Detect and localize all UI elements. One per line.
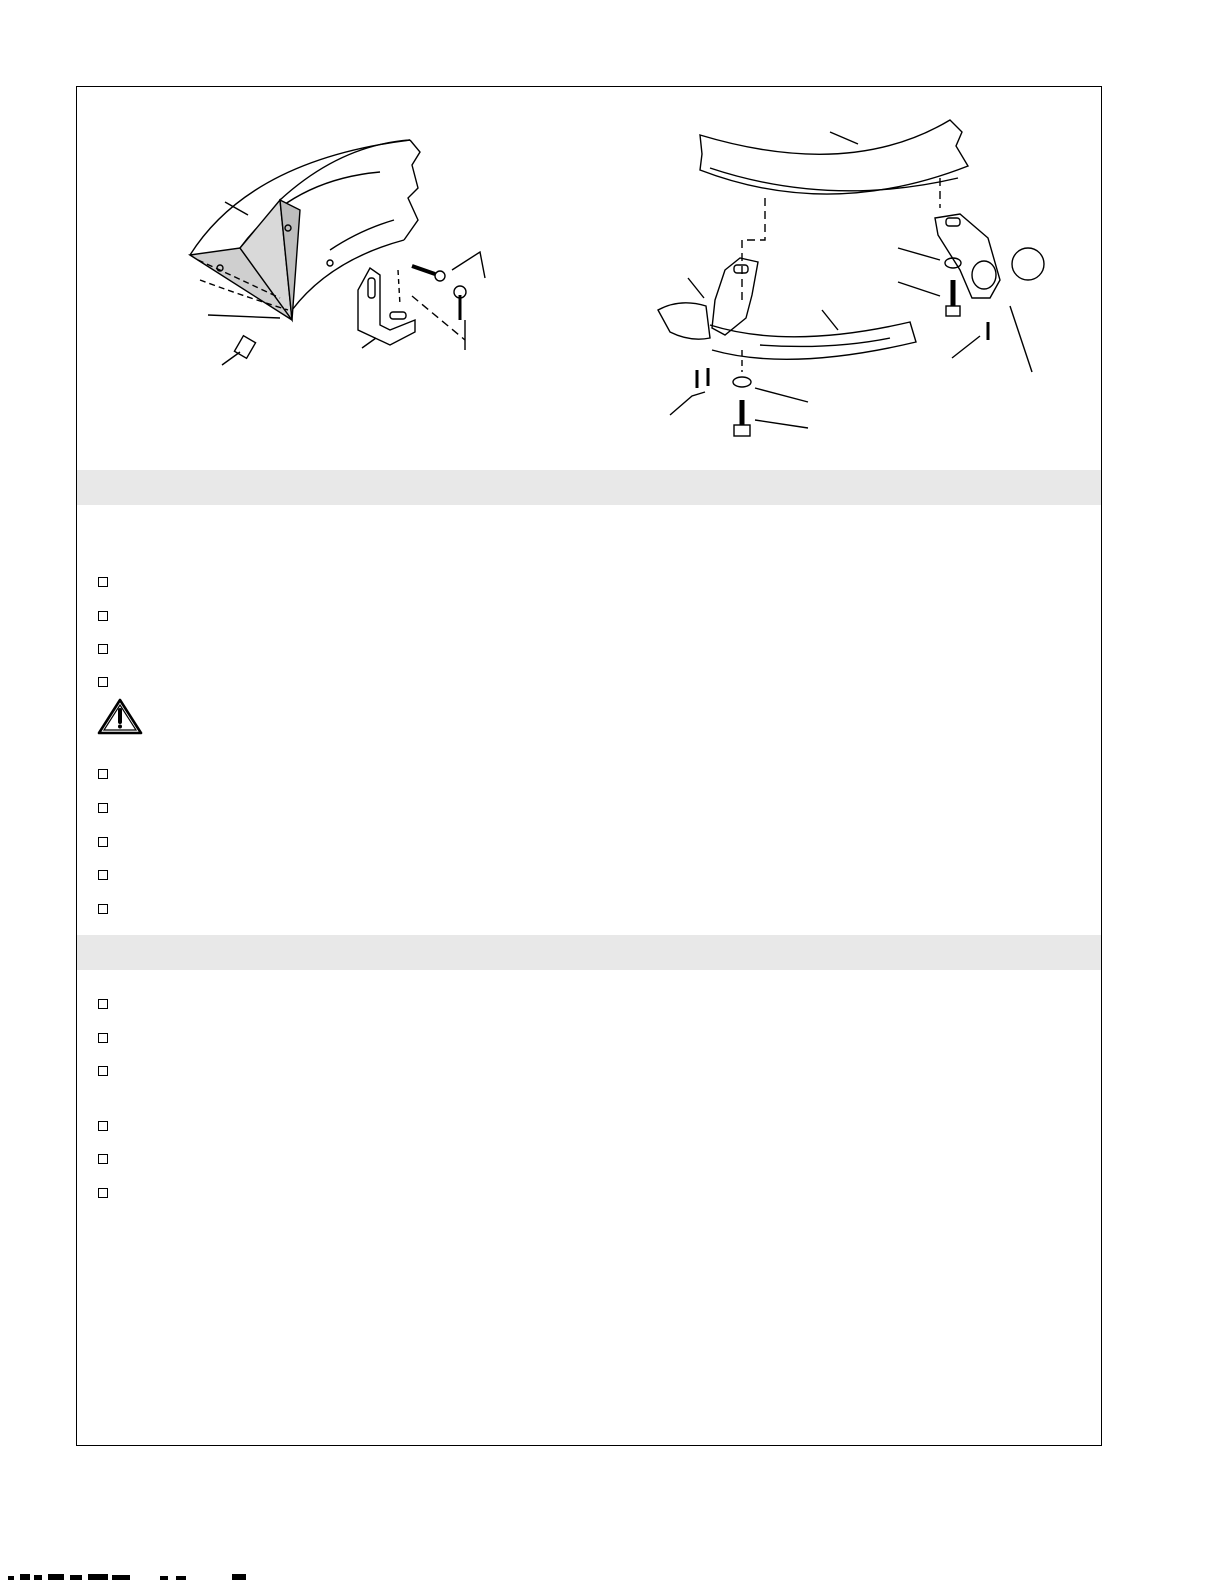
checkbox-bullet (98, 870, 108, 880)
checkbox-bullet (98, 904, 108, 914)
section-bar-2 (77, 935, 1101, 970)
left-figure (180, 120, 520, 380)
checkbox-bullet (98, 1066, 108, 1076)
checkbox-bullet (98, 611, 108, 621)
checkbox-bullet (98, 769, 108, 779)
checkbox-bullet (98, 644, 108, 654)
right-figure (650, 110, 1050, 450)
footer-text-fragment (0, 1570, 260, 1585)
checkbox-bullet (98, 1121, 108, 1131)
warning-triangle-icon (97, 698, 143, 736)
checkbox-bullet (98, 837, 108, 847)
section-bar-1 (77, 470, 1101, 505)
checkbox-bullet (98, 1033, 108, 1043)
checkbox-bullet (98, 577, 108, 587)
checkbox-bullet (98, 803, 108, 813)
checkbox-bullet (98, 999, 108, 1009)
checkbox-bullet (98, 1154, 108, 1164)
checkbox-bullet (98, 677, 108, 687)
checkbox-bullet (98, 1188, 108, 1198)
